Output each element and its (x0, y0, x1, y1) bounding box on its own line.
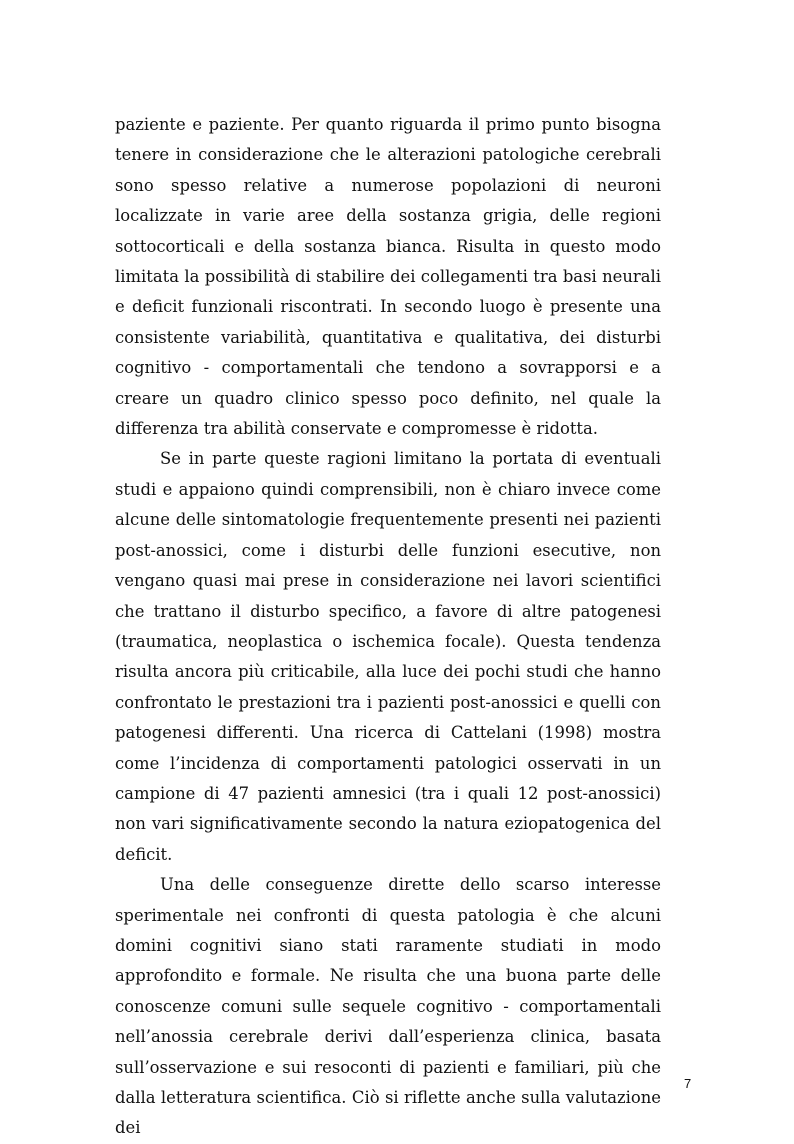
paragraph-3: Una delle conseguenze dirette dello scarso interesse sperimentale nei confronti di questa patologia è che alcuni domini cognitivi siano stati raramente studiati in modo approfondito e formale. Ne risulta che una buona parte delle conoscenze comuni sulle sequele cognitivo - comportamentali nell’anossia cerebrale derivi dall’esperienza clinica, basata sull’osservazione e sui resoconti di pazienti e familiari, più che dalla letteratura scientifica. Ciò si riflette anche sulla valutazione dei (115, 875, 661, 1138)
page-number: 7 (684, 1076, 692, 1091)
paragraph-1: paziente e paziente. Per quanto riguarda il primo punto bisogna tenere in considerazione che le alterazioni patologiche cerebrali sono spesso relative a numerose popolazioni di neuroni localizzate in varie aree della sostanza grigia, delle regioni sottocorticali e della sostanza bianca. Risulta in questo modo limitata la possibilità di stabilire dei collegamenti tra basi neurali e deficit funzionali riscontrati. In secondo luogo è presente una consistente variabilità, quantitativa e qualitativa, dei disturbi cognitivo - comportamentali che tendono a sovrapporsi e a creare un quadro clinico spesso poco definito, nel quale la differenza tra abilità conservate e compromesse è ridotta. (115, 115, 661, 439)
body-text (115, 110, 661, 1144)
paragraph-2: Se in parte queste ragioni limitano la portata di eventuali studi e appaiono quindi comprensibili, non è chiaro invece come alcune delle sintomatologie frequentemente presenti nei pazienti post-anossici, come i disturbi delle funzioni esecutive, non vengano quasi mai prese in considerazione nei lavori scientifici che trattano il disturbo specifico, a favore di altre patogenesi (traumatica, neoplastica o ischemica focale). Questa tendenza risulta ancora più criticabile, alla luce dei pochi studi che hanno confrontato le prestazioni tra i pazienti post-anossici e quelli con patogenesi differenti. Una ricerca di Cattelani (1998) mostra come l’incidenza di comportamenti patologici osservati in un campione di 47 pazienti amnesici (tra i quali 12 post-anossici) non vari significativamente secondo la natura eziopatogenica del deficit. (115, 449, 661, 864)
